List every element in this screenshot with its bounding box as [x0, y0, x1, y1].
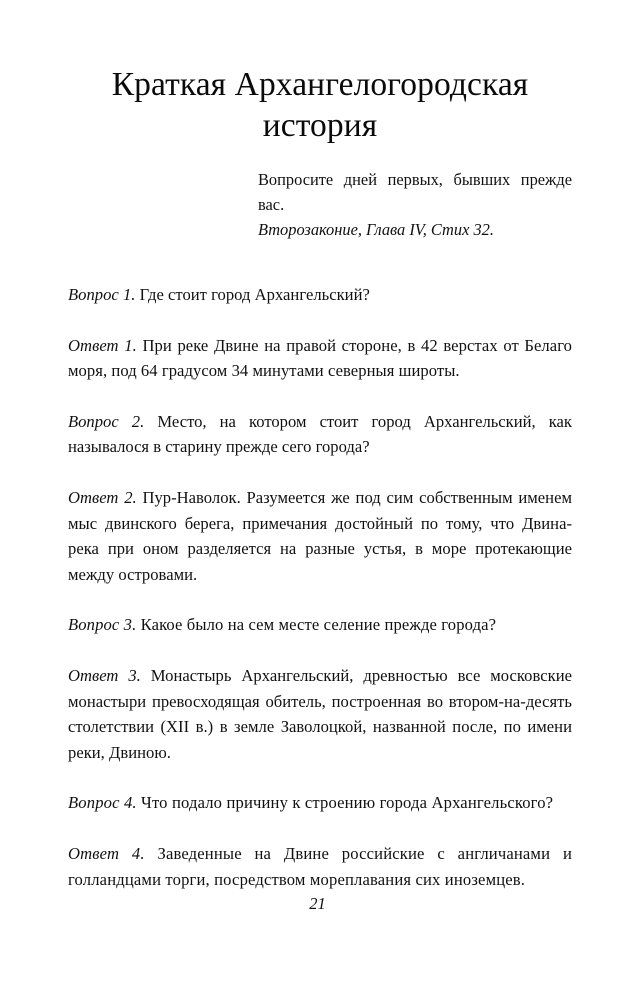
qa-block-question-3: [68, 612, 572, 638]
qa-text: Монастырь Архангельский, древностью все московские монастыри превосходящая обитель, построенная во втором-на-десять столетствии (XII в.) в земле Заволоцкой, названной после, по имени реки, Двиною.: [68, 665, 572, 762]
qa-block-answer-3: [68, 663, 572, 765]
qa-label: Вопрос 4.: [68, 793, 137, 813]
qa-text: Заведенные на Двине российские с англичанами и голландцами торги, посредством мореплавания сих иноземцев.: [68, 843, 572, 889]
qa-block-question-4: [68, 790, 572, 816]
qa-text: Пур-Наволок. Разумеется же под сим собственным именем мыс двинского берега, примечания достойный по тому, что Двина-река при оном разделяется на разные устья, в море протекающие между островами.: [68, 487, 572, 584]
page-title: [68, 64, 572, 146]
qa-label: Вопрос 2.: [68, 411, 145, 431]
qa-label: Ответ 1.: [68, 335, 137, 355]
qa-text: Место, на котором стоит город Архангельский, как называлося в старину прежде сего города?: [68, 411, 572, 457]
qa-text: При реке Двине на правой стороне, в 42 верстах от Белаго моря, под 64 градусом 34 минутами северныя широты.: [68, 335, 573, 381]
qa-label: Ответ 4.: [68, 843, 145, 863]
qa-block-answer-2: [68, 485, 572, 587]
qa-block-answer-4: [68, 841, 572, 892]
qa-label: Ответ 3.: [68, 665, 141, 685]
qa-text: Что подало причину к строению города Архангельского?: [136, 793, 554, 813]
qa-block-answer-1: [68, 333, 572, 384]
qa-block-question-1: [68, 282, 572, 308]
qa-label: Ответ 2.: [68, 487, 137, 507]
qa-text: Какое было на сем месте селение прежде города?: [136, 615, 497, 635]
page-number: 21: [309, 894, 326, 913]
qa-label: Вопрос 1.: [68, 285, 136, 304]
epigraph-block: [258, 168, 572, 243]
qa-label: Вопрос 3.: [68, 615, 137, 635]
page-title-line-2: история: [262, 107, 378, 145]
qa-block-question-2: [68, 409, 572, 460]
epigraph-text: Вопросите дней первых, бывших прежде вас.: [258, 170, 572, 214]
body-text-column: [68, 282, 572, 892]
page-title-line-1: Краткая Архангелогородская: [111, 66, 529, 104]
qa-text: Где стоит город Архангельский?: [135, 285, 370, 304]
epigraph-source: Второзаконие, Глава IV, Стих 32.: [258, 220, 494, 240]
